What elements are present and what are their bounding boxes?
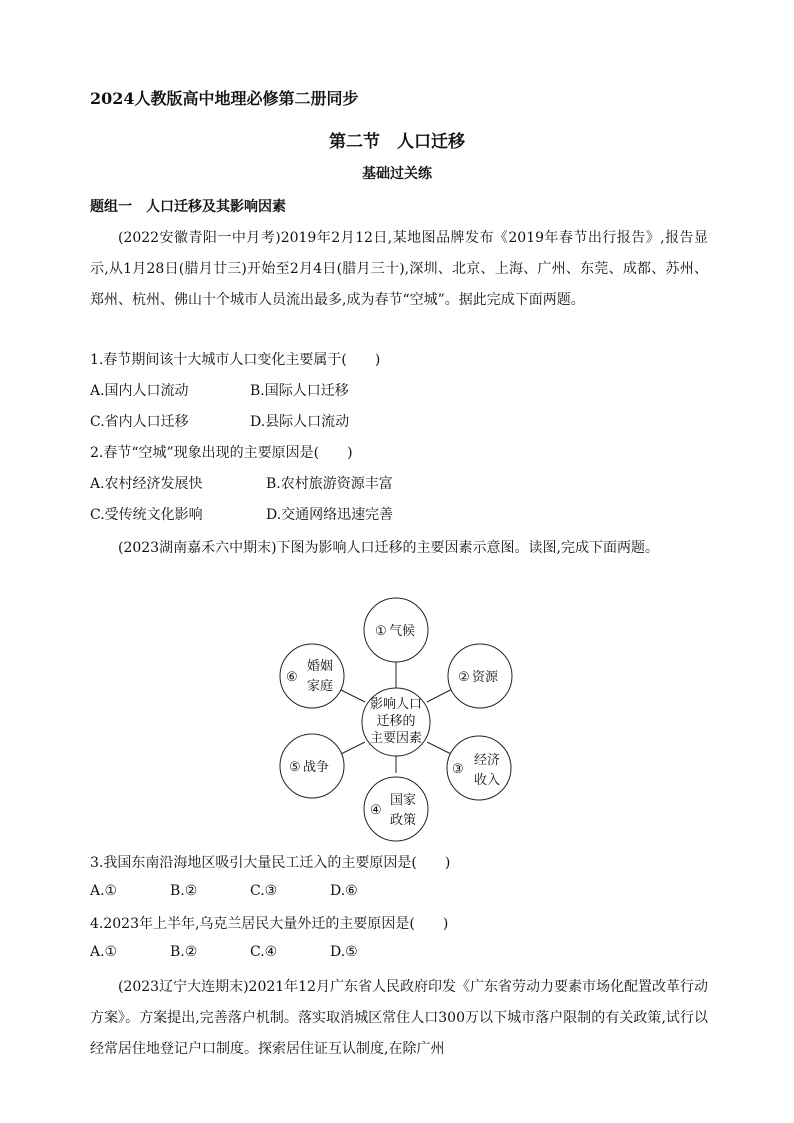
passage-3 (90, 972, 708, 1065)
q4-option-a[interactable]: A.① (90, 944, 118, 960)
diagram-node-4-label-2: 政策 (390, 813, 417, 828)
diagram-node-5-label: 战争 (303, 760, 330, 775)
passage-1-text: (2022安徽青阳一中月考)2019年2月12日,某地图品牌发布《2019年春节出行报告》,报告显示,从1月28日(腊月廿三)开始至2月4日(腊月三十),深圳、北京、上海、广州、东莞、成都、苏州、郑州、杭州、佛山十个城市人员流出最多,成为春节“空城”。据此完成下面两题。 (90, 230, 708, 308)
document-series-title: 2024人教版高中地理必修第二册同步 (90, 89, 359, 108)
diagram-center-line-3: 主要因素 (369, 731, 423, 746)
q3-option-a[interactable]: A.① (90, 883, 118, 899)
diagram-node-3-label-1: 经济 (474, 753, 501, 768)
question-2-stem: 2.春节“空城”现象出现的主要原因是( ) (90, 445, 353, 461)
q1-option-c[interactable]: C.省内人口迁移 (90, 414, 189, 430)
q4-option-c[interactable]: C.④ (250, 944, 278, 960)
diagram-node-1-label: 气候 (389, 624, 416, 639)
q3-option-c[interactable]: C.③ (250, 883, 278, 899)
q1-option-a[interactable]: A.国内人口流动 (90, 383, 189, 399)
passage-2-text: (2023湖南嘉禾六中期末)下图为影响人口迁移的主要因素示意图。读图,完成下面两题。 (118, 540, 660, 556)
q2-option-d[interactable]: D.交通网络迅速完善 (266, 507, 394, 523)
diagram-node-2-number: ② (458, 670, 470, 685)
q2-option-b[interactable]: B.农村旅游资源丰富 (266, 476, 393, 492)
diagram-node-6-number: ⑥ (286, 670, 298, 685)
passage-2 (90, 533, 708, 564)
diagram-center-line-2: 迁移的 (376, 714, 416, 729)
diagram-node-1-number: ① (375, 624, 387, 639)
question-1-stem: 1.春节期间该十大城市人口变化主要属于( ) (90, 352, 381, 368)
diagram-node-4-label-1: 国家 (390, 793, 417, 808)
diagram-node-3-label-2: 收入 (474, 773, 501, 788)
diagram-node-6-label-1: 婚姻 (307, 659, 334, 674)
diagram-node-3-number: ③ (452, 762, 464, 777)
passage-1 (90, 223, 708, 316)
diagram-center-line-1: 影响人口 (369, 697, 423, 712)
q1-option-b[interactable]: B.国际人口迁移 (250, 383, 349, 399)
question-3-stem: 3.我国东南沿海地区吸引大量民工迁入的主要原因是( ) (90, 855, 451, 871)
diagram-node-5-number: ⑤ (289, 760, 301, 775)
q1-option-d[interactable]: D.县际人口流动 (250, 414, 350, 430)
diagram-node-4-number: ④ (370, 803, 382, 818)
migration-factors-diagram (270, 592, 520, 850)
diagram-node-6-label-2: 家庭 (307, 679, 334, 694)
q2-option-c[interactable]: C.受传统文化影响 (90, 507, 203, 523)
section-title: 第二节 人口迁移 (329, 132, 465, 152)
q2-option-a[interactable]: A.农村经济发展快 (90, 476, 203, 492)
q3-option-b[interactable]: B.② (170, 883, 198, 899)
passage-3-text: (2023辽宁大连期末)2021年12月广东省人民政府印发《广东省劳动力要素市场化配置改革行动方案》。方案提出,完善落户机制。落实取消城区常住人口300万以下城市落户限制的有关政策,试行以经常居住地登记户口制度。探索居住证互认制度,在除广州 (90, 979, 708, 1057)
question-group-title: 题组一 人口迁移及其影响因素 (90, 199, 286, 215)
diagram-node-2-label: 资源 (472, 670, 499, 685)
q4-option-d[interactable]: D.⑤ (330, 944, 358, 960)
question-4-stem: 4.2023年上半年,乌克兰居民大量外迁的主要原因是( ) (90, 916, 449, 932)
exercise-subtitle: 基础过关练 (362, 166, 432, 182)
q4-option-b[interactable]: B.② (170, 944, 198, 960)
q3-option-d[interactable]: D.⑥ (330, 883, 358, 899)
